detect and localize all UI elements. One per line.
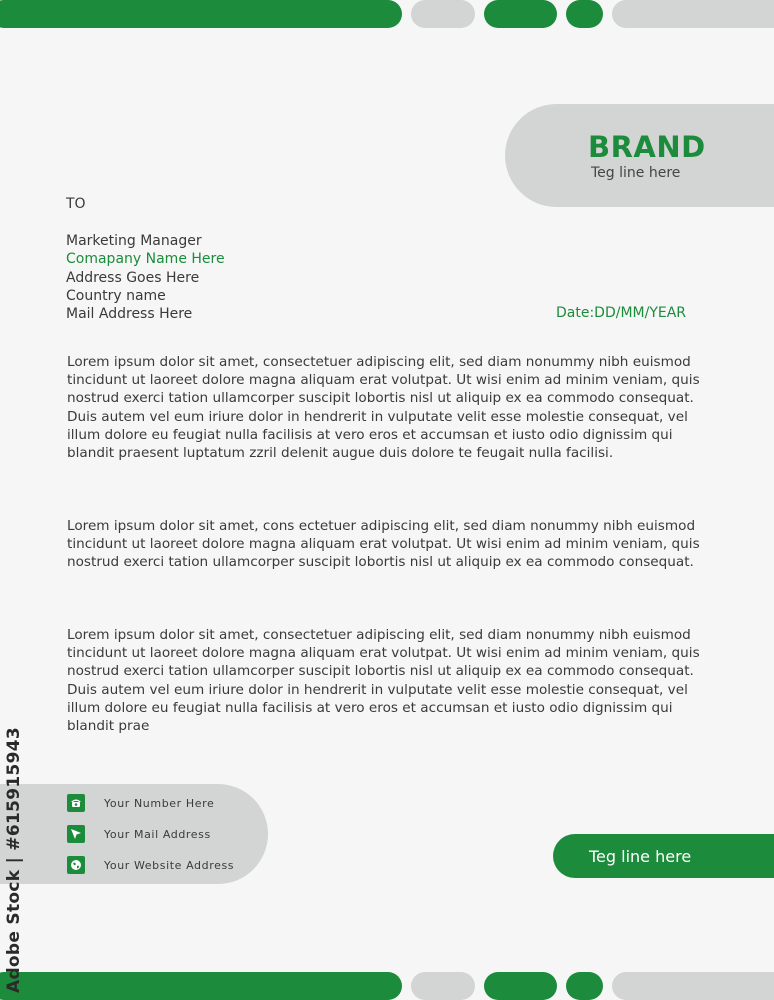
to-label: TO [66, 196, 86, 212]
body-paragraph-3: Lorem ipsum dolor sit amet, consectetuer adipiscing elit, sed diam nonummy nibh euismod tincidunt ut laoreet dolore magna aliquam erat volutpat. Ut wisi enim ad minim veniam, quis nostrud exerci tation ullamcorper suscipit lobortis nisl ut aliquip ex ea commodo consequat. Duis autem vel eum iriure dolor in hendrerit in vulputate velit esse molestie consequat, vel illum dolore eu feugiat nulla facilisis at vero eros et accumsan et iusto odio dignissim qui blandit prae [67, 627, 700, 735]
bottom-bar-green-dot [566, 972, 603, 1000]
contact-mail-text: Your Mail Address [104, 827, 211, 841]
contact-phone-text: Your Number Here [104, 796, 215, 810]
top-bar-grey-long [612, 0, 774, 28]
recipient-mail: Mail Address Here [66, 306, 193, 323]
top-bar-green-dot [566, 0, 603, 28]
body-paragraph-2: Lorem ipsum dolor sit amet, cons ectetuer adipiscing elit, sed diam nonummy nibh euismod tincidunt ut laoreet dolore magna aliquam erat volutpat. Ut wisi enim ad minim veniam, quis nostrud exerci tation ullamcorper suscipit lobortis nisl ut aliquip ex ea commodo consequat. [67, 518, 700, 571]
stock-watermark: Adobe Stock | #615915943 [4, 726, 24, 993]
recipient-company: Comapany Name Here [66, 251, 225, 268]
contact-mail [67, 824, 211, 844]
recipient-country: Country name [66, 287, 166, 304]
contact-phone [67, 793, 214, 813]
contact-website-text: Your Website Address [104, 858, 235, 872]
footer-tagline-pill [553, 834, 774, 878]
contact-website [67, 855, 234, 875]
body-paragraph-1: Lorem ipsum dolor sit amet, consectetuer adipiscing elit, sed diam nonummy nibh euismod tincidunt ut laoreet dolore magna aliquam erat volutpat. Ut wisi enim ad minim veniam, quis nostrud exerci tation ullamcorper suscipit lobortis nisl ut aliquip ex ea commodo consequat. Duis autem vel eum iriure dolor in hendrerit in vulputate velit esse molestie consequat, vel illum dolore eu feugiat nulla facilisis at vero eros et accumsan et iusto odio dignissim qui blandit praesent luptatum zzril delenit augue duis dolore te feugait nulla facilisi. [67, 354, 700, 462]
top-bar-green-long [0, 0, 402, 28]
phone-icon [67, 794, 85, 812]
bottom-bar-grey-short [411, 972, 475, 1000]
bottom-bar-grey-long [612, 972, 774, 1000]
bottom-bar-green-long [0, 972, 402, 1000]
globe-icon [67, 856, 85, 874]
recipient-title: Marketing Manager [66, 233, 202, 249]
recipient-address: Address Goes Here [66, 269, 200, 286]
letter-date: Date:DD/MM/YEAR [556, 305, 687, 321]
top-bar-grey-short [411, 0, 475, 28]
footer-tagline-text: Teg line here [589, 846, 692, 866]
bottom-bar-green-mid [484, 972, 557, 1000]
brand-name: BRAND [588, 130, 706, 164]
brand-tagline: Teg line here [591, 165, 681, 181]
send-icon [67, 825, 85, 843]
top-bar-green-mid [484, 0, 557, 28]
recipient-block [66, 232, 225, 323]
